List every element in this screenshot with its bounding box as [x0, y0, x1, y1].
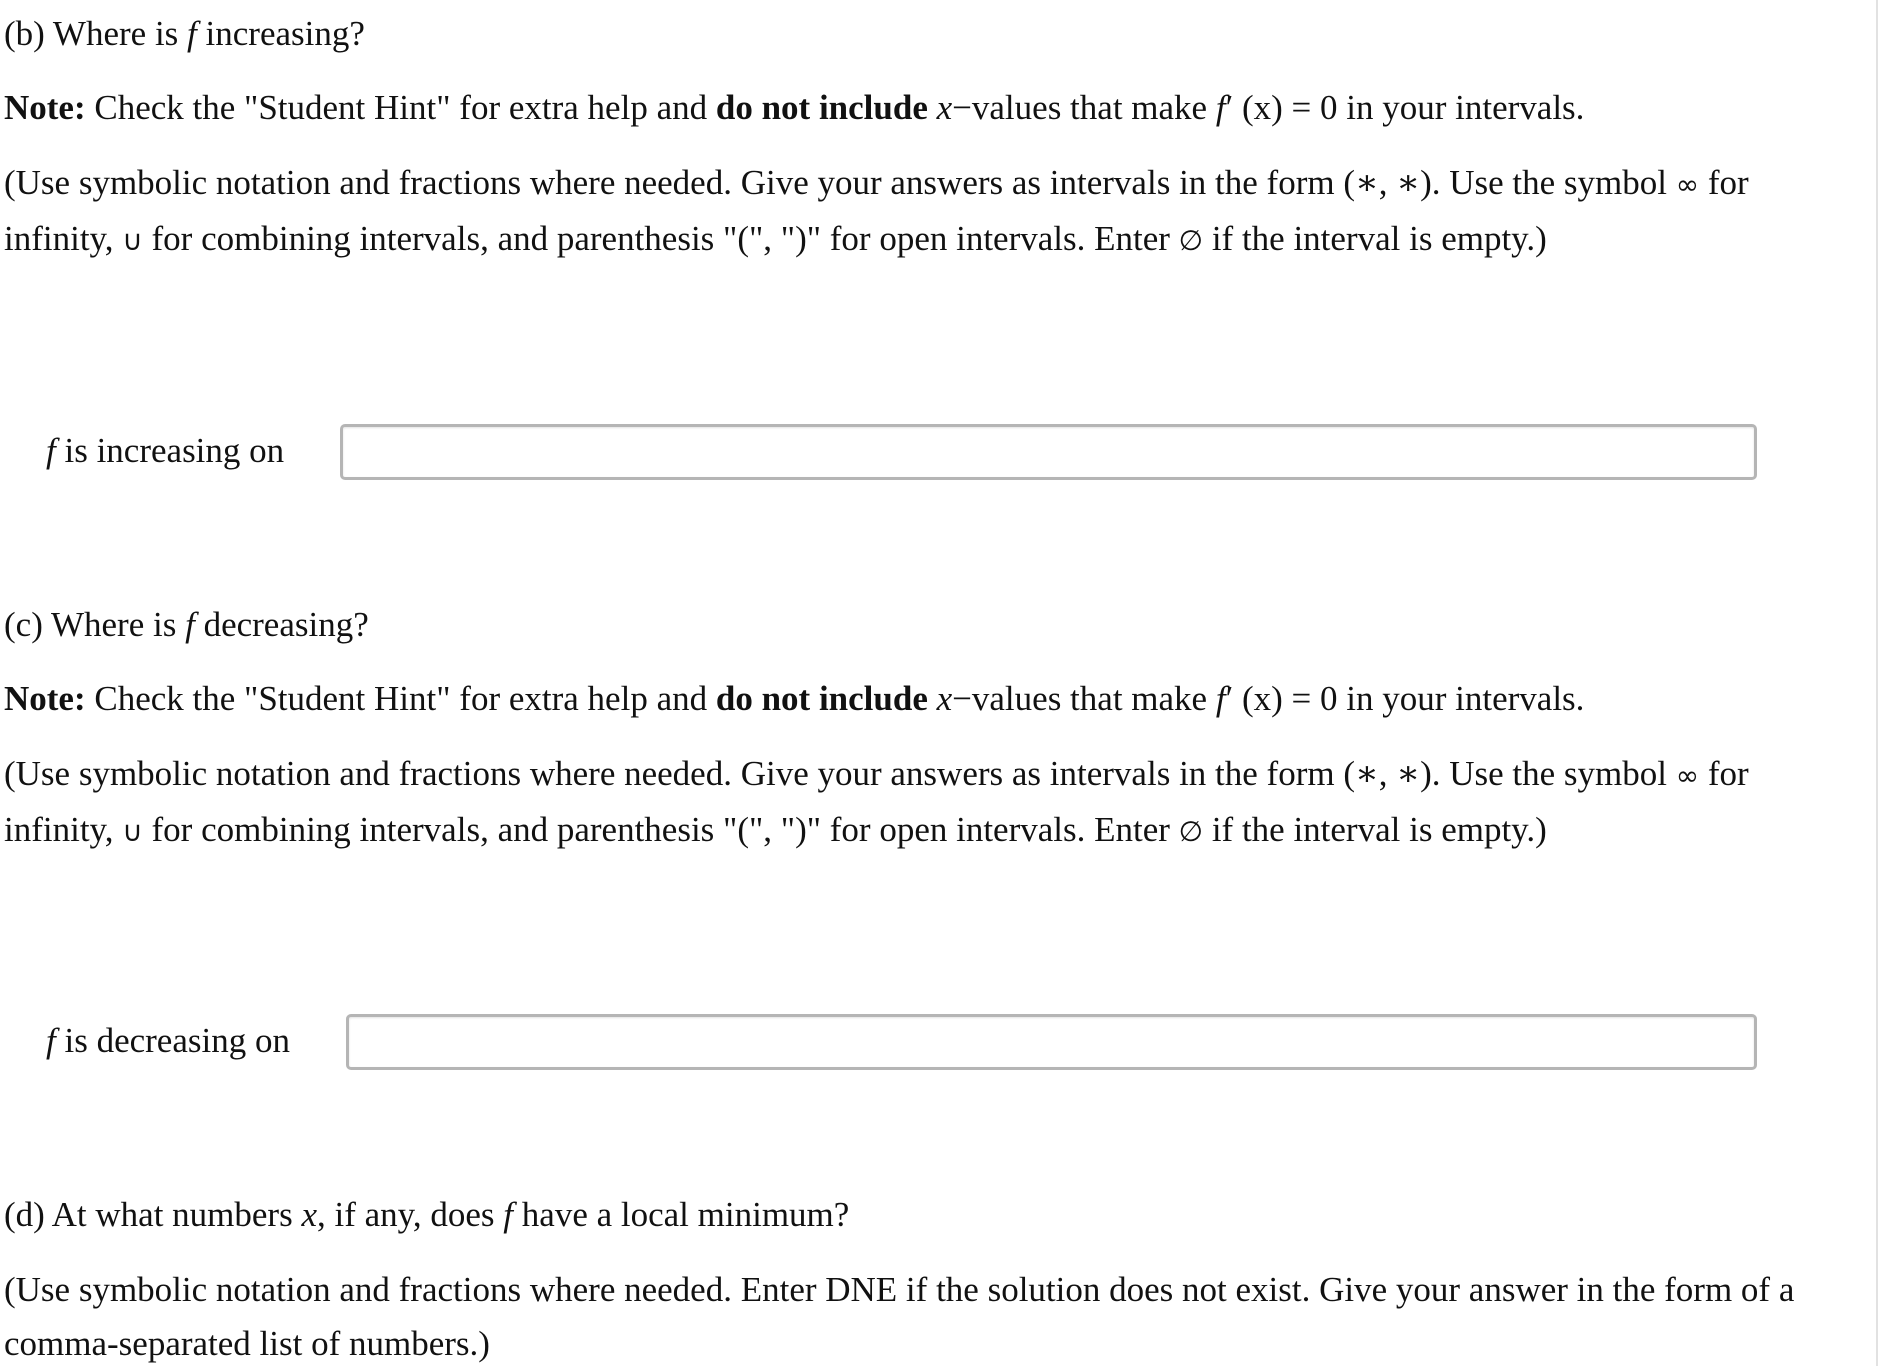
part-c-instructions: (Use symbolic notation and fractions where needed. Give your answers as intervals in the form (∗, ∗). Use the symbol ∞ for infinity, ∪ for combining intervals, and parenthesis "(", ")" for open intervals. Enter ∅ if the interval is empty.)	[4, 754, 1749, 849]
part-c-note: Note: Check the "Student Hint" for extra help and do not include x−values that make f′ (x) = 0 in your intervals.	[4, 679, 1585, 718]
union-symbol: ∪	[122, 224, 143, 257]
empty-set-symbol: ∅	[1178, 815, 1204, 848]
part-b-instructions: (Use symbolic notation and fractions where needed. Give your answers as intervals in the form (∗, ∗). Use the symbol ∞ for infinity, ∪ for combining intervals, and parenthesis "(", ")" for open intervals. Enter ∅ if the interval is empty.)	[4, 163, 1749, 258]
increasing-answer-label: f is increasing on	[46, 431, 285, 470]
scroll-edge	[1876, 0, 1878, 1366]
decreasing-interval-input[interactable]	[346, 1014, 1757, 1070]
part-d-question: (d) At what numbers x, if any, does f have a local minimum?	[4, 1195, 850, 1234]
empty-set-symbol: ∅	[1178, 224, 1204, 257]
increasing-interval-input[interactable]	[340, 424, 1757, 480]
part-b-note: Note: Check the "Student Hint" for extra help and do not include x−values that make f′ (x) = 0 in your intervals.	[4, 88, 1585, 127]
infinity-symbol: ∞	[1675, 759, 1700, 792]
infinity-symbol: ∞	[1675, 168, 1700, 201]
union-symbol: ∪	[122, 815, 143, 848]
part-c-question: (c) Where is f decreasing?	[4, 605, 369, 644]
part-b-question: (b) Where is f increasing?	[4, 14, 365, 53]
decreasing-answer-label: f is decreasing on	[46, 1021, 290, 1060]
part-d-instructions: (Use symbolic notation and fractions where needed. Enter DNE if the solution does not exist. Give your answer in the form of a comma-separated list of numbers.)	[4, 1270, 1795, 1363]
